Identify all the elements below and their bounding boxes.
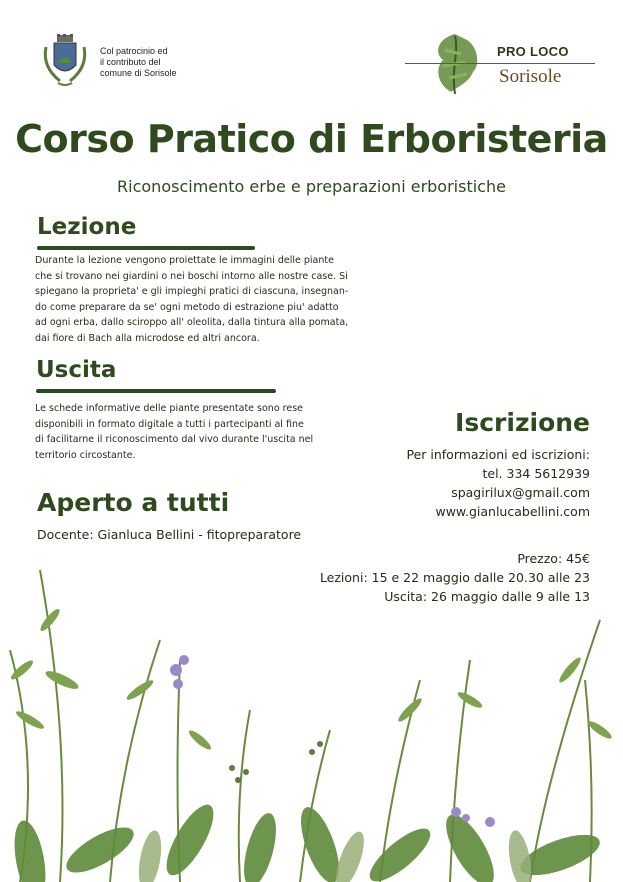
contact-email: spagirilux@gmail.com [451, 485, 590, 500]
lezione-heading: Lezione [37, 214, 137, 240]
contact-website: www.gianlucabellini.com [435, 504, 590, 519]
text-line: che si trovano nei giardini o nei boschi intorno alle nostre case. Si [35, 270, 348, 282]
proloco-logo [405, 30, 597, 100]
text-line: territorio circostante. [35, 449, 136, 461]
herbs-illustration [0, 560, 623, 882]
proloco-divider [405, 63, 595, 64]
text-line: spiegano la proprieta' e gli impieghi pratici di ciascuna, insegnan- [35, 286, 349, 297]
text-line: ad ogni erba, dallo sciroppo all' oleolita, dalla tintura alla pomata, [35, 317, 349, 328]
proloco-label: PRO LOCO [497, 44, 569, 59]
patronage-line: il contributo del [100, 57, 161, 67]
page-subtitle: Riconoscimento erbe e preparazioni erboristiche [117, 177, 506, 196]
text-line: di facilitarne il riconoscimento dal vivo durante l'uscita nel [35, 434, 314, 445]
text-line: disponibili in formato digitale a tutti i partecipanti al fine [35, 418, 304, 430]
text-line: Le schede informative delle piante presentate sono rese [35, 403, 303, 414]
uscita-text [35, 401, 345, 463]
contact-intro: Per informazioni ed iscrizioni: [406, 447, 590, 462]
patronage-line: Col patrocinio ed [100, 46, 168, 56]
patronage-line: comune di Sorisole [100, 68, 177, 78]
lezione-text [35, 253, 387, 346]
page-title: Corso Pratico di Erboristeria [15, 117, 608, 161]
uscita-divider [36, 389, 276, 393]
iscrizione-heading: Iscrizione [455, 408, 590, 437]
text-line: dai fiore di Bach alla microdose ed altri ancora. [35, 332, 260, 344]
uscita-heading: Uscita [36, 357, 117, 383]
outing-line: Uscita: 26 maggio dalle 9 alle 13 [384, 589, 590, 604]
proloco-emblem-icon [425, 30, 485, 98]
patronage-text [100, 46, 220, 79]
contact-phone: tel. 334 5612939 [482, 466, 590, 481]
price-line: Prezzo: 45€ [517, 551, 590, 566]
text-line: do come preparare da se' ogni metodo di estrazione piu' adatto [35, 301, 339, 313]
lessons-line: Lezioni: 15 e 22 maggio dalle 20.30 alle 23 [319, 570, 590, 585]
proloco-town: Sorisole [499, 66, 562, 87]
text-line: Durante la lezione vengono proiettate le immagini delle piante [35, 255, 334, 266]
municipal-crest-icon [40, 33, 90, 93]
aperto-heading: Aperto a tutti [37, 488, 230, 517]
iscrizione-contacts [380, 445, 590, 521]
docente-text: Docente: Gianluca Bellini - fitopreparatore [37, 527, 302, 542]
lezione-divider [37, 246, 255, 250]
